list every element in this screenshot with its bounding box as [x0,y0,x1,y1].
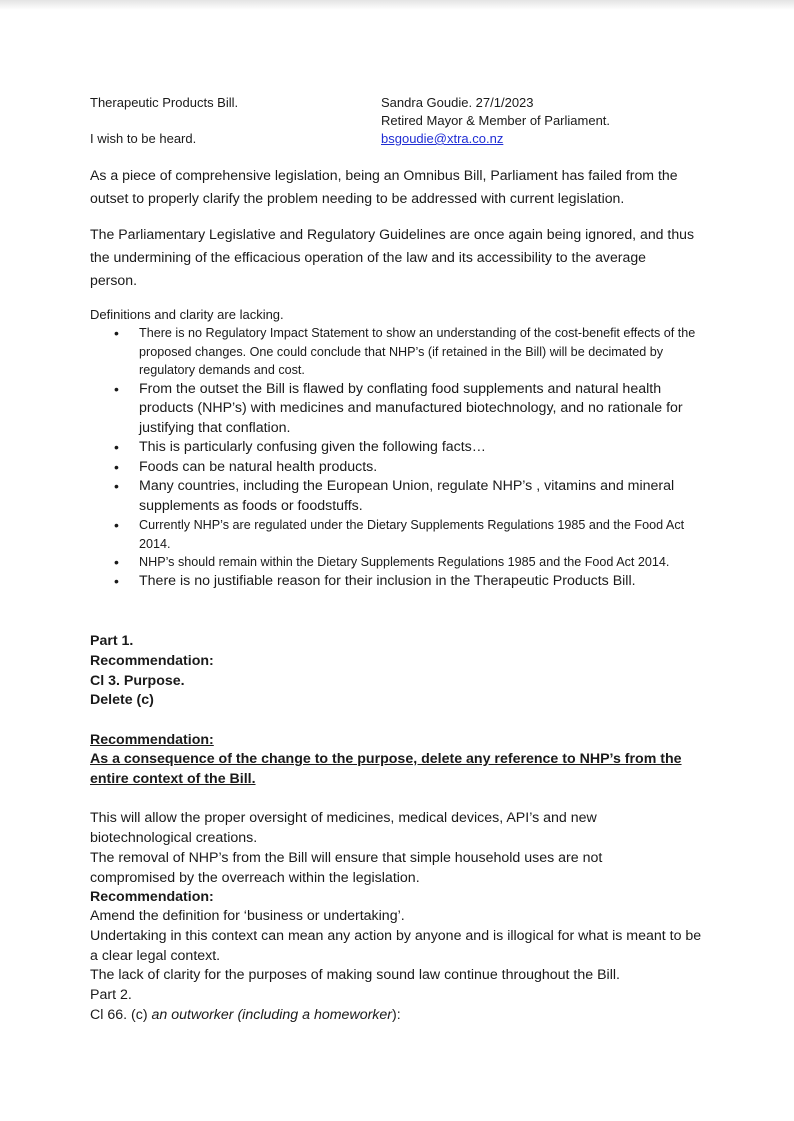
list-item: • From the outset the Bill is flawed by conflating food supplements and natural health products (NHP’s) with medicines and manufactured biotechnology, and no rationale for justifying that conflation. [114,380,683,436]
body-paragraph-5: The lack of clarity for the purposes of making sound law continue throughout the Bill. [90,967,620,983]
body-paragraph-3: Amend the definition for ‘business or undertaking’. [90,908,405,924]
intro-paragraph-2: The Parliamentary Legislative and Regulatory Guidelines are once again being ignored, and thus the undermining of the efficacious operation of the law and its accessibility to the average person. [90,226,695,288]
bullet-icon: • [114,325,119,341]
bullet-icon: • [114,380,119,397]
clause-66: Cl 66. (c) an outworker (including a homeworker): [90,1007,401,1023]
list-item: • Many countries, including the European Union, regulate NHP’s , vitamins and mineral supplements as foods or foodstuffs. [114,478,675,514]
list-item: • This is particularly confusing given the following facts… [90,438,710,458]
definitions-list [90,324,710,591]
part1-action: Delete (c) [90,692,154,708]
list-item: • Currently NHP’s are regulated under the Dietary Supplements Regulations 1985 and the Food Act 2014. [114,517,685,551]
bullet-icon: • [114,572,119,589]
part1-recommendation-label: Recommendation: [90,653,214,669]
list-item: • There is no Regulatory Impact Statement to show an understanding of the cost-benefit effects of the proposed changes. One could conclude that NHP’s (if retained in the Bill) will be decimated by regulatory demands and cost. [114,325,696,377]
author-role: Retired Mayor & Member of Parliament. [381,113,611,128]
bullet-icon: • [114,478,119,494]
list-item: • Foods can be natural health products. [90,458,710,478]
bullet-icon: • [114,517,119,533]
definitions-heading: Definitions and clarity are lacking. [90,307,284,322]
part1-heading: Part 1. [90,633,134,649]
part1-clause: Cl 3. Purpose. [90,673,185,689]
recommendation-2-label: Recommendation: [90,732,214,748]
body-paragraph-1: This will allow the proper oversight of medicines, medical devices, API’s and new biotechnological creations. [90,810,597,846]
body-recommendation-label: Recommendation: [90,889,214,905]
list-item: • NHP’s should remain within the Dietary Supplements Regulations 1985 and the Food Act 2014. [114,554,670,570]
body-paragraph-4: Undertaking in this context can mean any action by anyone and is illogical for what is meant to be a clear legal context. [90,928,702,964]
list-item: • There is no justifiable reason for their inclusion in the Therapeutic Products Bill. [90,572,710,592]
intro-paragraph-1: As a piece of comprehensive legislation, being an Omnibus Bill, Parliament has failed from the outset to properly clarify the problem needing to be addressed with current legislation. [90,167,678,206]
body-paragraph-2: The removal of NHP’s from the Bill will ensure that simple household uses are not compromised by the overreach within the legislation. [90,850,603,886]
part2-heading: Part 2. [90,987,132,1003]
author-email-link[interactable]: bsgoudie@xtra.co.nz [381,131,504,146]
recommendation-2-text: As a consequence of the change to the purpose, delete any reference to NHP’s from the entire context of the Bill. [90,751,682,787]
bullet-icon: • [114,458,119,475]
author-line: Sandra Goudie. 27/1/2023 [381,95,534,110]
bullet-icon: • [114,439,119,455]
bullet-icon: • [114,554,119,570]
heard-request: I wish to be heard. [90,131,197,146]
bill-title: Therapeutic Products Bill. [90,95,239,110]
